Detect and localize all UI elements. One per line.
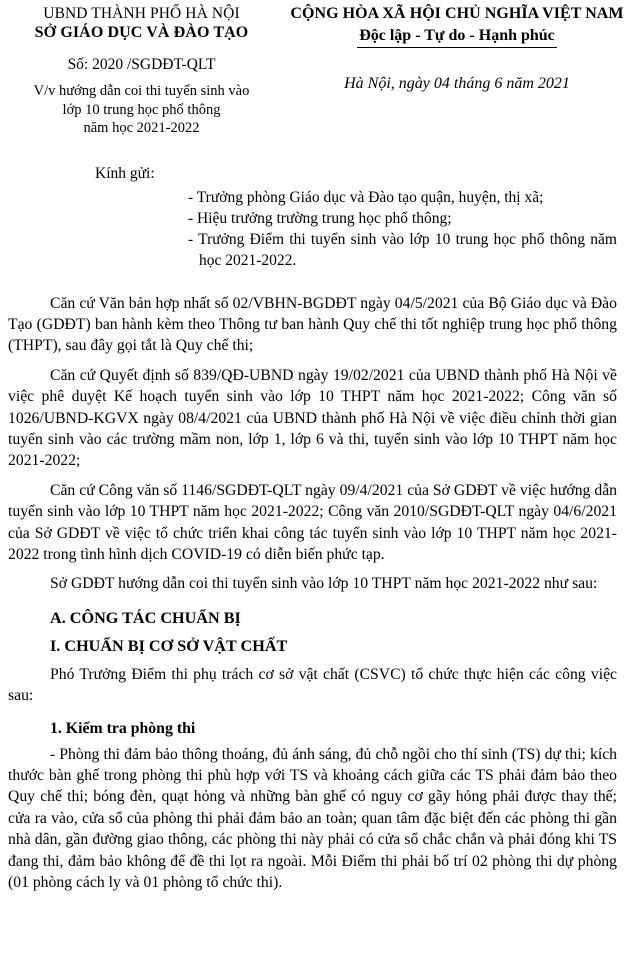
recipients-salutation: Kính gửi: xyxy=(95,164,155,182)
document-number: Số: 2020 /SGDĐT-QLT xyxy=(67,56,216,73)
body-paragraph: Sở GDĐT hướng dẫn coi thi tuyển sinh vào lớp 10 THPT năm học 2021-2022 như sau: xyxy=(50,575,598,593)
section-heading-i: I. CHUẨN BỊ CƠ SỞ VẬT CHẤT xyxy=(50,636,288,655)
national-motto: Độc lập - Tự do - Hạnh phúc xyxy=(357,25,557,48)
document-subject-line2: lớp 10 trung học phổ thông xyxy=(62,101,221,118)
document-subject-line3: năm học 2021-2022 xyxy=(83,120,200,136)
section-intro-paragraph: Phó Trưởng Điểm thi phụ trách cơ sở vật chất (CSVC) tổ chức thực hiện các công việc sau: xyxy=(8,665,617,705)
document-subject-line1: V/v hướng dẫn coi thi tuyển sinh vào xyxy=(33,83,250,99)
issuing-authority-line1: UBND THÀNH PHỐ HÀ NỘI xyxy=(43,5,240,22)
issuing-authority-block xyxy=(0,4,283,138)
recipients-block xyxy=(0,164,627,271)
subsection-heading-1: 1. Kiểm tra phòng thi xyxy=(50,719,196,737)
recipient-item: - Trưởng Điểm thi tuyển sinh vào lớp 10 trung học phổ thông năm học 2021-2022. xyxy=(188,230,617,269)
body-paragraph: Căn cứ Văn bản hợp nhất số 02/VBHN-BGDĐT ngày 04/5/2021 của Bộ Giáo dục và Đào Tạo (GDĐT) ban hành kèm theo Thông tư ban hành Quy chế thi tốt nghiệp trung học phổ thông (THPT), sau đây gọi tắt là Quy chế thi; xyxy=(8,294,617,355)
bullet-paragraph: - Phòng thi đảm bảo thông thoáng, đủ ánh sáng, đủ chỗ ngồi cho thí sinh (TS) dự thi; kích thước bàn ghế trong phòng thi phù hợp với TS và khoảng cách giữa các TS phải đảm bảo theo Quy chế thi; bóng đèn, quạt hỏng và những bàn ghế có nguy cơ gãy hỏng phải được thay thế; cửa ra vào, cửa sổ của phòng thi phải đảm bảo an toàn; quan tâm đặc biệt đến các phòng thi gần nhà dân, gần đường giao thông, các phòng thi này phải có cửa sổ chắc chắn và phải đóng khi TS đang thi, đảm bảo không để đề thi lọt ra ngoài. Mỗi Điểm thi phải bố trí 02 phòng thi dự phòng (01 phòng cách ly và 01 phòng tổ chức thi). xyxy=(8,745,617,892)
national-title: CỘNG HÒA XÃ HỘI CHỦ NGHĨA VIỆT NAM xyxy=(290,5,624,22)
issuing-authority-line2: SỞ GIÁO DỤC VÀ ĐÀO TẠO xyxy=(34,24,249,41)
recipients-list xyxy=(0,187,627,271)
document-subject xyxy=(0,82,283,138)
place-and-date: Hà Nội, ngày 04 tháng 6 năm 2021 xyxy=(344,75,570,92)
letterhead xyxy=(0,0,627,138)
body-paragraph: Căn cứ Công văn số 1146/SGDĐT-QLT ngày 09/4/2021 của Sở GDĐT về việc hướng dẫn tuyển sinh vào lớp 10 THPT năm học 2021-2022; Công văn 2010/SGDĐT-QLT ngày 04/6/2021 của Sở GDĐT về việc tổ chức triển khai công tác tuyển sinh vào lớp 10 THPT năm học 2021-2022 trong tình hình dịch COVID-19 có diễn biến phức tạp. xyxy=(8,481,617,563)
national-heading-block xyxy=(283,4,627,138)
section-heading-a: A. CÔNG TÁC CHUẨN BỊ xyxy=(50,608,241,627)
recipient-item: - Trưởng phòng Giáo dục và Đào tạo quận, huyện, thị xã; xyxy=(188,188,544,206)
body-paragraph: Căn cứ Quyết định số 839/QĐ-UBND ngày 19/02/2021 của UBND thành phố Hà Nội về việc phê duyệt Kế hoạch tuyển sinh vào lớp 10 THPT năm học 2021-2022; Công văn số 1026/UBND-KGVX ngày 08/4/2021 của UBND thành phố Hà Nội về việc điều chỉnh thời gian tuyển sinh vào các trường mầm non, lớp 1, lớp 6 và thi, tuyển sinh vào lớp 10 THPT năm học 2021-2022; xyxy=(8,366,617,470)
document-body xyxy=(0,293,627,894)
recipient-item: - Hiệu trưởng trường trung học phổ thông; xyxy=(188,209,452,227)
